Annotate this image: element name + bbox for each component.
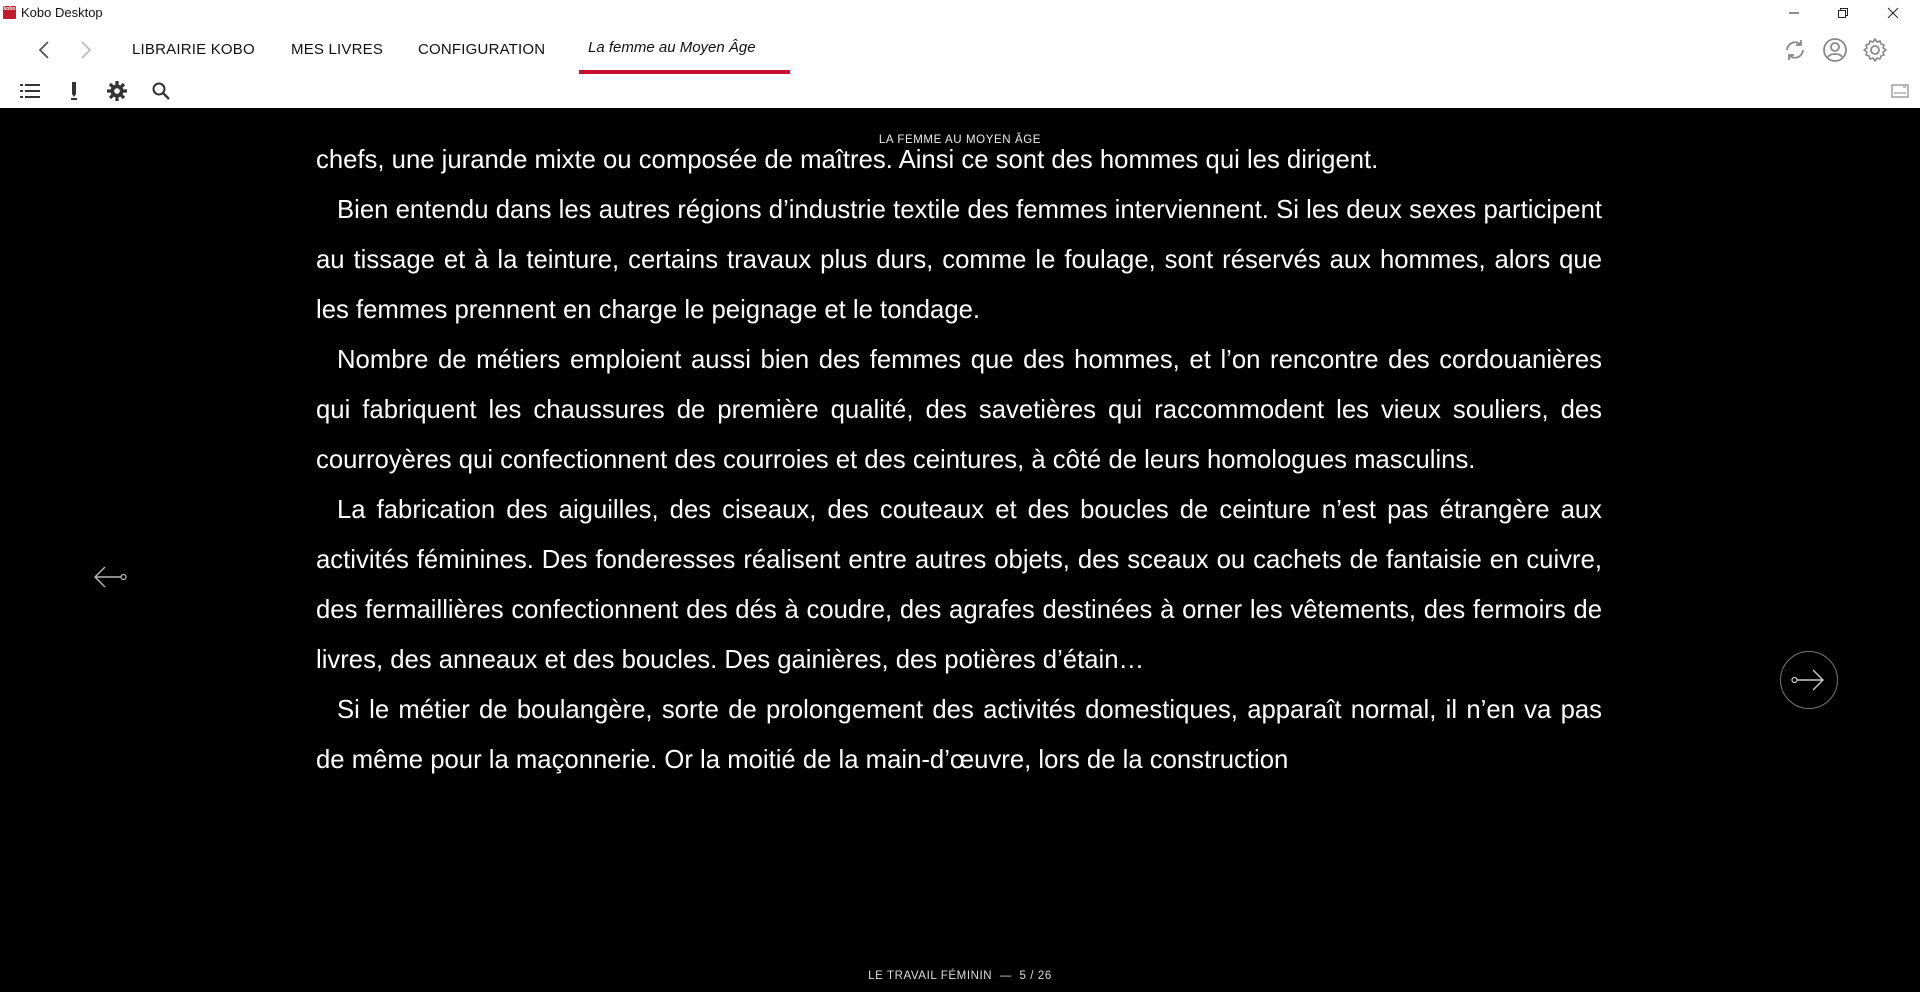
tab-current-book[interactable]: La femme au Moyen Âge — [588, 39, 756, 56]
gear-icon — [106, 80, 128, 102]
arrow-left-icon — [89, 562, 129, 592]
nav-configuration[interactable]: CONFIGURATION — [418, 41, 546, 58]
chevron-left-icon — [38, 40, 50, 60]
highlighter-icon — [67, 81, 81, 101]
layout-icon — [1891, 84, 1909, 98]
window-title: Kobo Desktop — [21, 5, 103, 20]
page-indicator: 5 / 26 — [1019, 970, 1052, 982]
table-of-contents-button[interactable] — [18, 80, 42, 102]
annotations-button[interactable] — [62, 80, 86, 102]
nav-mes-livres[interactable]: MES LIVRES — [291, 41, 384, 58]
search-icon — [151, 81, 171, 101]
running-foot — [0, 970, 1920, 982]
paragraph: Bien entendu dans les autres régions d’industrie textile des femmes interviennent. Si les deux sexes participent au tissage et à la teinture, certains travaux plus durs, comme le foulage, sont réservés aux hommes, alors que les femmes prennent en charge le peignage et le tondage. — [316, 196, 1602, 324]
forward-button[interactable] — [74, 38, 98, 62]
foot-separator: — — [999, 970, 1012, 982]
close-icon — [1887, 7, 1899, 19]
reading-settings-button[interactable] — [105, 80, 129, 102]
paragraph: chefs, une jurande mixte ou composée de maîtres. Ainsi ce sont des hommes qui les dirigent. — [316, 146, 1379, 174]
sync-button[interactable] — [1780, 35, 1810, 65]
minimize-icon — [1788, 7, 1800, 19]
sync-icon — [1782, 37, 1808, 63]
main-nav-bar — [0, 26, 1920, 74]
next-page-button[interactable] — [1780, 651, 1838, 709]
nav-librairie-kobo[interactable]: LIBRAIRIE KOBO — [132, 41, 255, 58]
arrow-right-icon — [1789, 665, 1829, 695]
reading-pane[interactable] — [0, 108, 1920, 992]
close-button[interactable] — [1870, 0, 1916, 26]
restore-icon — [1837, 7, 1849, 19]
user-account-icon — [1822, 37, 1848, 63]
chapter-title: LE TRAVAIL FÉMININ — [868, 970, 993, 982]
kobo-logo-icon: kobo — [3, 6, 16, 19]
fullscreen-toggle-button[interactable] — [1888, 80, 1912, 102]
restore-button[interactable] — [1820, 0, 1866, 26]
gear-icon — [1862, 37, 1888, 63]
list-icon — [20, 83, 40, 99]
minimize-button[interactable] — [1771, 0, 1817, 26]
paragraph: Nombre de métiers emploient aussi bien des femmes que des hommes, et l’on rencontre des cordouanières qui fabriquent les chaussures de première qualité, des savetières qui raccommodent les vieux souliers, des courroyères qui confectionnent des courroies et des ceintures, à côté de leurs homologues masculins. — [316, 346, 1602, 474]
search-button[interactable] — [149, 80, 173, 102]
previous-page-button[interactable] — [84, 552, 134, 602]
settings-button[interactable] — [1860, 35, 1890, 65]
chevron-right-icon — [80, 40, 92, 60]
window-title-bar — [0, 0, 1920, 26]
account-button[interactable] — [1820, 35, 1850, 65]
paragraph: La fabrication des aiguilles, des ciseaux, des couteaux et des boucles de ceinture n’est pas étrangère aux activités féminines. Des fonderesses réalisent entre autres objets, des sceaux ou cachets de fantaisie en cuivre, des fermaillières confectionnent des dés à coudre, des agrafes destinées à orner les vêtements, des fermoirs de livres, des anneaux et des boucles. Des gainières, des potières d’étain… — [316, 496, 1602, 674]
page-text — [316, 135, 1602, 785]
paragraph: Si le métier de boulangère, sorte de prolongement des activités domestiques, apparaît normal, il n’en va pas de même pour la maçonnerie. Or la moitié de la main-d’œuvre, lors de la construction — [316, 696, 1602, 774]
reader-toolbar — [0, 74, 1920, 109]
back-button[interactable] — [32, 38, 56, 62]
running-head: LA FEMME AU MOYEN ÂGE — [878, 134, 1042, 146]
